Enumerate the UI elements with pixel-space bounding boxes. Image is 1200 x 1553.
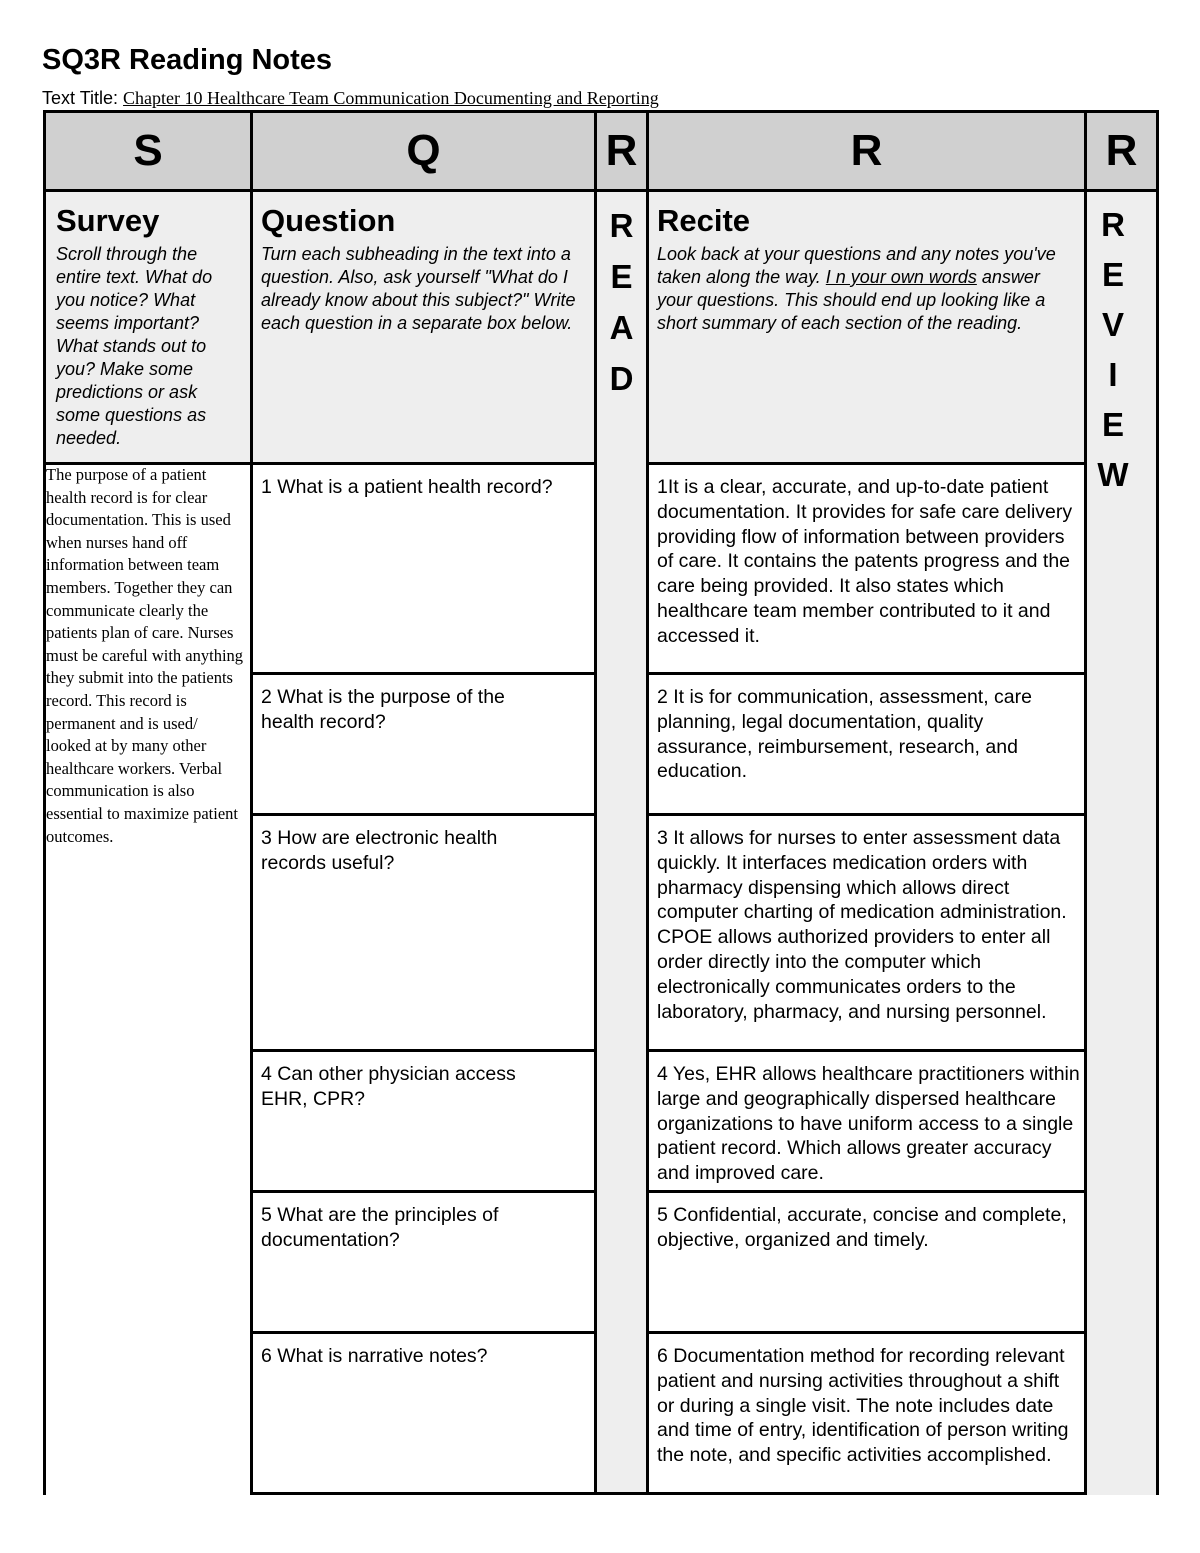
recite-description-start: Look back at your questions and any notes you've taken along the way.	[657, 244, 1056, 287]
text-title-value: Chapter 10 Healthcare Team Communication Documenting and Reporting	[123, 88, 659, 108]
question-text: 5 What are the principles of documentation?	[261, 1204, 499, 1251]
header-r-recite: R	[646, 110, 1087, 192]
header-r-read: R	[594, 110, 649, 192]
review-letter: W	[1097, 456, 1129, 493]
header-q: Q	[250, 110, 597, 192]
header-r-review: R	[1084, 110, 1159, 192]
header-s: S	[43, 110, 253, 192]
question-description: Turn each subheading in the text into a question. Also, ask yourself "What do I already know about this subject?" Write each question in a separate box below.	[261, 244, 576, 333]
question-title: Question	[261, 203, 396, 238]
review-letter: R	[1101, 206, 1125, 243]
survey-title: Survey	[56, 203, 160, 238]
read-letter: E	[610, 258, 633, 295]
read-letter: D	[609, 360, 634, 397]
recite-description	[657, 243, 1077, 335]
read-letter: A	[609, 309, 634, 346]
recite-text: 4 Yes, EHR allows healthcare practitioners within large and geographically dispersed healthcare organizations to have uniform access to a single patient record. Which allows greater accuracy and improved care.	[657, 1063, 1080, 1185]
recite-text: 2 It is for communication, assessment, care planning, legal documentation, quality assurance, reimbursement, research, and education.	[657, 686, 1032, 783]
question-text: 6 What is narrative notes?	[261, 1345, 488, 1367]
recite-title: Recite	[657, 203, 751, 238]
question-text: 3 How are electronic health records useful?	[261, 827, 498, 874]
question-text: 2 What is the purpose of the health record?	[261, 686, 505, 733]
review-letter: E	[1101, 256, 1124, 293]
read-letter: R	[609, 207, 634, 244]
review-letter: V	[1101, 306, 1124, 343]
recite-text: 6 Documentation method for recording relevant patient and nursing activities throughout a shift or during a single visit. The note includes date and time of entry, identification of person writing the note, and specific activities accomplished.	[657, 1345, 1069, 1467]
review-letter: I	[1108, 356, 1118, 393]
question-text: 1 What is a patient health record?	[261, 476, 553, 498]
survey-notes: The purpose of a patient health record is for clear documentation. This is used when nurses hand off information between team members. Together they can communicate clearly the patients plan of care. Nurses must be careful with anything they submit into the patients record. This record is permanent and is used/ looked at by many other healthcare workers. Verbal communication is also essential to maximize patient outcomes.	[46, 465, 244, 846]
recite-text: 1It is a clear, accurate, and up-to-date patient documentation. It provides for safe care delivery providing flow of information between providers of care. It contains the patents progress and the care being provided. It also states which healthcare team member contributed to it and accessed it.	[657, 476, 1073, 647]
review-letter: E	[1101, 406, 1124, 443]
read-vertical-word	[597, 200, 646, 404]
question-text: 4 Can other physician access EHR, CPR?	[261, 1063, 516, 1110]
review-vertical-word	[1087, 200, 1139, 500]
recite-description-end: answer your questions. This should end up looking like a short summary of each section of the reading.	[657, 267, 1046, 333]
text-title-label: Text Title:	[42, 88, 124, 108]
survey-description: Scroll through the entire text. What do you notice? What seems important? What stands out to you? Make some predictions or ask some questions as needed.	[56, 244, 213, 448]
document-title: SQ3R Reading Notes	[42, 44, 333, 76]
recite-text: 5 Confidential, accurate, concise and complete, objective, organized and timely.	[657, 1204, 1067, 1251]
recite-text: 3 It allows for nurses to enter assessment data quickly. It interfaces medication orders with pharmacy dispensing which allows direct computer charting of medication administration. CPOE allows authorized providers to enter all order directly into the computer which electronically communicates orders to the laboratory, pharmacy, and nursing personnel.	[657, 827, 1067, 1023]
recite-description-underlined: I n your own words	[825, 267, 977, 287]
text-title-line	[42, 88, 659, 109]
